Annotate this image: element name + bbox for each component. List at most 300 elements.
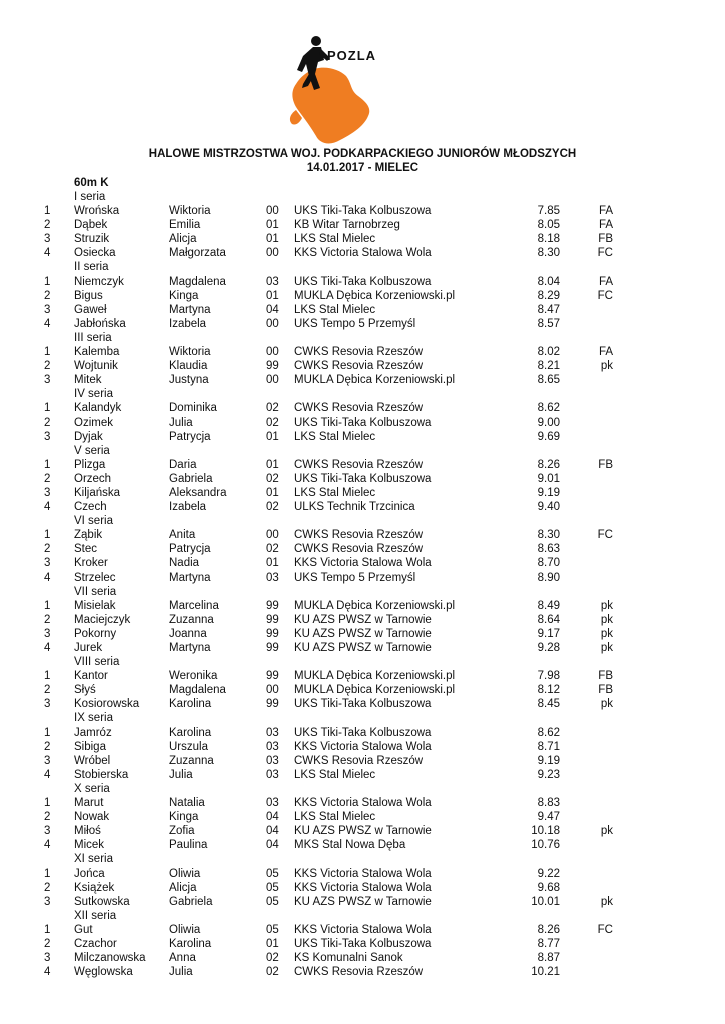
birthyear-cell: 02: [266, 402, 279, 415]
surname-cell: Gaweł: [74, 303, 107, 316]
birthyear-cell: 01: [266, 458, 279, 471]
place-cell: 2: [44, 740, 51, 753]
time-cell: 10.01: [531, 895, 560, 908]
place-cell: 2: [44, 811, 51, 824]
club-cell: UKS Tiki-Taka Kolbuszowa: [294, 698, 432, 711]
surname-cell: Jamróz: [74, 726, 112, 739]
note-cell: FA: [598, 219, 613, 232]
result-row: [0, 359, 725, 373]
series-heading: [0, 585, 725, 599]
firstname-cell: Justyna: [169, 374, 209, 387]
birthyear-cell: 01: [266, 486, 279, 499]
time-cell: 8.30: [537, 529, 560, 542]
firstname-cell: Julia: [169, 966, 193, 979]
result-row: [0, 599, 725, 613]
club-cell: MKS Stal Nowa Dęba: [294, 839, 406, 852]
result-row: [0, 697, 725, 711]
result-row: [0, 401, 725, 415]
club-cell: CWKS Resovia Rzeszów: [294, 346, 424, 359]
club-cell: KU AZS PWSZ w Tarnowie: [294, 895, 432, 908]
firstname-cell: Karolina: [169, 937, 212, 950]
surname-cell: Miłoś: [74, 825, 101, 838]
birthyear-cell: 01: [266, 557, 279, 570]
birthyear-cell: 03: [266, 754, 279, 767]
result-row: [0, 881, 725, 895]
firstname-cell: Paulina: [169, 839, 208, 852]
club-cell: UKS Tiki-Taka Kolbuszowa: [294, 416, 432, 429]
note-cell: pk: [600, 360, 613, 373]
place-cell: 3: [44, 627, 51, 640]
time-cell: 9.40: [537, 501, 560, 514]
birthyear-cell: 02: [266, 952, 279, 965]
result-row: [0, 528, 725, 542]
club-cell: CWKS Resovia Rzeszów: [294, 458, 424, 471]
birthyear-cell: 00: [266, 346, 279, 359]
club-cell: UKS Tempo 5 Przemyśl: [294, 571, 416, 584]
birthyear-cell: 03: [266, 768, 279, 781]
club-cell: LKS Stal Mielec: [294, 768, 376, 781]
firstname-cell: Emilia: [169, 219, 201, 232]
surname-cell: Jabłońska: [74, 317, 126, 330]
firstname-cell: Zofia: [169, 825, 195, 838]
time-cell: 8.26: [537, 458, 560, 471]
result-row: [0, 246, 725, 260]
birthyear-cell: 04: [266, 303, 279, 316]
firstname-cell: Marcelina: [169, 599, 219, 612]
note-cell: FC: [597, 923, 613, 936]
firstname-cell: Alicja: [169, 233, 197, 246]
firstname-cell: Anita: [169, 529, 196, 542]
time-cell: 8.29: [537, 289, 560, 302]
time-cell: 8.71: [537, 740, 560, 753]
series-label: VI seria: [74, 515, 113, 528]
time-cell: 8.57: [537, 317, 560, 330]
result-row: [0, 472, 725, 486]
place-cell: 2: [44, 472, 51, 485]
result-row: [0, 556, 725, 570]
series-label: V seria: [74, 444, 110, 457]
surname-cell: Gut: [74, 923, 93, 936]
firstname-cell: Zuzanna: [169, 613, 214, 626]
place-cell: 2: [44, 360, 51, 373]
note-cell: FB: [598, 233, 613, 246]
place-cell: 2: [44, 613, 51, 626]
event-date-place: 14.01.2017 - MIELEC: [306, 162, 419, 174]
time-cell: 8.70: [537, 557, 560, 570]
surname-cell: Kalemba: [74, 346, 120, 359]
place-cell: 3: [44, 430, 51, 443]
series-label: VIII seria: [74, 656, 120, 669]
time-cell: 8.49: [537, 599, 560, 612]
time-cell: 9.28: [537, 642, 560, 654]
result-row: [0, 937, 725, 951]
birthyear-cell: 99: [266, 599, 279, 612]
surname-cell: Słyś: [74, 684, 96, 697]
series-label: I seria: [74, 191, 106, 203]
surname-cell: Stobierska: [74, 768, 129, 781]
surname-cell: Mitek: [74, 374, 102, 387]
surname-cell: Sibiga: [74, 740, 106, 753]
firstname-cell: Nadia: [169, 557, 200, 570]
note-cell: FA: [598, 205, 613, 218]
surname-cell: Misielak: [74, 599, 116, 612]
result-row: [0, 218, 725, 232]
time-cell: 8.12: [537, 684, 560, 697]
firstname-cell: Anna: [169, 952, 196, 965]
result-row: [0, 627, 725, 641]
result-row: [0, 542, 725, 556]
time-cell: 8.63: [537, 543, 560, 556]
result-row: [0, 430, 725, 444]
birthyear-cell: 00: [266, 529, 279, 542]
result-row: [0, 768, 725, 782]
place-cell: 4: [44, 642, 51, 654]
surname-cell: Pokorny: [74, 627, 117, 640]
club-cell: LKS Stal Mielec: [294, 486, 376, 499]
series-heading: [0, 260, 725, 274]
place-cell: 1: [44, 867, 51, 880]
surname-cell: Jońca: [74, 867, 105, 880]
surname-cell: Micek: [74, 839, 105, 852]
place-cell: 1: [44, 458, 51, 471]
birthyear-cell: 01: [266, 233, 279, 246]
pozla-logo: [280, 30, 390, 150]
firstname-cell: Oliwia: [169, 923, 201, 936]
result-row: [0, 951, 725, 965]
time-cell: 8.87: [537, 952, 560, 965]
series-heading: [0, 852, 725, 866]
note-cell: FB: [598, 458, 613, 471]
result-row: [0, 458, 725, 472]
firstname-cell: Izabela: [169, 317, 207, 330]
place-cell: 2: [44, 684, 51, 697]
result-row: [0, 345, 725, 359]
time-cell: 8.77: [537, 937, 560, 950]
club-cell: CWKS Resovia Rzeszów: [294, 529, 424, 542]
surname-cell: Kosiorowska: [74, 698, 140, 711]
result-row: [0, 838, 725, 852]
firstname-cell: Zuzanna: [169, 754, 214, 767]
place-cell: 3: [44, 374, 51, 387]
firstname-cell: Kinga: [169, 811, 199, 824]
club-cell: CWKS Resovia Rzeszów: [294, 966, 424, 979]
surname-cell: Maciejczyk: [74, 613, 131, 626]
note-cell: FC: [597, 247, 613, 260]
place-cell: 2: [44, 289, 51, 302]
place-cell: 4: [44, 501, 51, 514]
series-heading: [0, 909, 725, 923]
time-cell: 8.21: [537, 360, 560, 373]
result-row: [0, 275, 725, 289]
place-cell: 1: [44, 797, 51, 810]
birthyear-cell: 03: [266, 797, 279, 810]
place-cell: 1: [44, 923, 51, 936]
club-cell: MUKLA Dębica Korzeniowski.pl: [294, 289, 456, 302]
club-cell: UKS Tiki-Taka Kolbuszowa: [294, 937, 432, 950]
club-cell: KKS Victoria Stalowa Wola: [294, 881, 432, 894]
birthyear-cell: 05: [266, 867, 279, 880]
place-cell: 2: [44, 416, 51, 429]
firstname-cell: Izabela: [169, 501, 207, 514]
club-cell: UKS Tiki-Taka Kolbuszowa: [294, 275, 432, 288]
result-row: [0, 373, 725, 387]
club-cell: MUKLA Dębica Korzeniowski.pl: [294, 599, 456, 612]
club-cell: KKS Victoria Stalowa Wola: [294, 867, 432, 880]
place-cell: 3: [44, 895, 51, 908]
note-cell: FB: [598, 670, 613, 683]
result-row: [0, 867, 725, 881]
time-cell: 8.47: [537, 303, 560, 316]
surname-cell: Kalandyk: [74, 402, 122, 415]
club-cell: UKS Tempo 5 Przemyśl: [294, 317, 416, 330]
time-cell: 8.45: [537, 698, 560, 711]
club-cell: LKS Stal Mielec: [294, 233, 376, 246]
time-cell: 8.05: [537, 219, 560, 232]
firstname-cell: Martyna: [169, 642, 211, 654]
series-label: IX seria: [74, 712, 113, 725]
firstname-cell: Oliwia: [169, 867, 201, 880]
club-cell: UKS Tiki-Taka Kolbuszowa: [294, 726, 432, 739]
note-cell: FC: [597, 529, 613, 542]
club-cell: KS Komunalni Sanok: [294, 952, 403, 965]
place-cell: 3: [44, 952, 51, 965]
place-cell: 4: [44, 571, 51, 584]
series-label: XII seria: [74, 909, 117, 922]
time-cell: 8.18: [537, 233, 560, 246]
birthyear-cell: 01: [266, 289, 279, 302]
time-cell: 9.01: [537, 472, 560, 485]
time-cell: 8.64: [537, 613, 560, 626]
firstname-cell: Martyna: [169, 303, 211, 316]
logo-text: POZLA: [327, 48, 377, 63]
place-cell: 1: [44, 402, 51, 415]
surname-cell: Marut: [74, 797, 104, 810]
birthyear-cell: 03: [266, 740, 279, 753]
time-cell: 8.62: [537, 726, 560, 739]
result-row: [0, 810, 725, 824]
firstname-cell: Magdalena: [169, 275, 226, 288]
birthyear-cell: 03: [266, 571, 279, 584]
time-cell: 9.19: [537, 754, 560, 767]
firstname-cell: Małgorzata: [169, 247, 226, 260]
note-cell: pk: [600, 698, 613, 711]
club-cell: KKS Victoria Stalowa Wola: [294, 247, 432, 260]
place-cell: 4: [44, 966, 51, 979]
result-row: [0, 726, 725, 740]
surname-cell: Nowak: [74, 811, 110, 824]
series-heading: [0, 711, 725, 725]
club-cell: KU AZS PWSZ w Tarnowie: [294, 613, 432, 626]
club-cell: LKS Stal Mielec: [294, 430, 376, 443]
firstname-cell: Natalia: [169, 797, 205, 810]
surname-cell: Strzelec: [74, 571, 116, 584]
firstname-cell: Klaudia: [169, 360, 208, 373]
club-cell: CWKS Resovia Rzeszów: [294, 543, 424, 556]
birthyear-cell: 00: [266, 374, 279, 387]
result-row: [0, 317, 725, 331]
firstname-cell: Gabriela: [169, 472, 213, 485]
birthyear-cell: 05: [266, 895, 279, 908]
place-cell: 1: [44, 346, 51, 359]
time-cell: 9.23: [537, 768, 560, 781]
club-cell: ULKS Technik Trzcinica: [294, 501, 415, 514]
birthyear-cell: 99: [266, 642, 279, 654]
result-row: [0, 303, 725, 317]
club-cell: CWKS Resovia Rzeszów: [294, 754, 424, 767]
place-cell: 3: [44, 825, 51, 838]
firstname-cell: Daria: [169, 458, 197, 471]
series-heading: [0, 331, 725, 345]
birthyear-cell: 00: [266, 684, 279, 697]
time-cell: 9.47: [537, 811, 560, 824]
series-heading: [0, 782, 725, 796]
place-cell: 3: [44, 303, 51, 316]
time-cell: 8.90: [537, 571, 560, 584]
surname-cell: Wojtunik: [74, 360, 118, 373]
club-cell: MUKLA Dębica Korzeniowski.pl: [294, 684, 456, 697]
club-cell: LKS Stal Mielec: [294, 811, 376, 824]
birthyear-cell: 99: [266, 670, 279, 683]
place-cell: 1: [44, 726, 51, 739]
result-row: [0, 486, 725, 500]
surname-cell: Węglowska: [74, 966, 133, 979]
birthyear-cell: 99: [266, 698, 279, 711]
surname-cell: Plizga: [74, 458, 106, 471]
time-cell: 8.02: [537, 346, 560, 359]
result-row: [0, 641, 725, 655]
time-cell: 8.30: [537, 247, 560, 260]
surname-cell: Milczanowska: [74, 952, 146, 965]
surname-cell: Kiljańska: [74, 486, 121, 499]
result-row: [0, 204, 725, 218]
place-cell: 1: [44, 205, 51, 218]
series-label: II seria: [74, 261, 109, 274]
club-cell: CWKS Resovia Rzeszów: [294, 402, 424, 415]
surname-cell: Wrońska: [74, 205, 120, 218]
surname-cell: Ozimek: [74, 416, 113, 429]
time-cell: 10.21: [531, 966, 560, 979]
surname-cell: Wróbel: [74, 754, 111, 767]
surname-cell: Sutkowska: [74, 895, 130, 908]
surname-cell: Czech: [74, 501, 107, 514]
time-cell: 7.98: [537, 670, 560, 683]
note-cell: pk: [600, 613, 613, 626]
surname-cell: Kroker: [74, 557, 108, 570]
surname-cell: Orzech: [74, 472, 112, 485]
firstname-cell: Karolina: [169, 726, 212, 739]
result-row: [0, 895, 725, 909]
result-row: [0, 571, 725, 585]
club-cell: KKS Victoria Stalowa Wola: [294, 740, 432, 753]
time-cell: 8.83: [537, 797, 560, 810]
birthyear-cell: 01: [266, 430, 279, 443]
birthyear-cell: 01: [266, 219, 279, 232]
place-cell: 1: [44, 599, 51, 612]
event-name: 60m K: [74, 177, 109, 189]
surname-cell: Struzik: [74, 233, 110, 246]
birthyear-cell: 99: [266, 627, 279, 640]
birthyear-cell: 04: [266, 811, 279, 824]
note-cell: FC: [597, 289, 613, 302]
note-cell: FA: [598, 275, 613, 288]
firstname-cell: Karolina: [169, 698, 212, 711]
firstname-cell: Alicja: [169, 881, 197, 894]
note-cell: pk: [600, 599, 613, 612]
time-cell: 9.22: [537, 867, 560, 880]
firstname-cell: Patrycja: [169, 430, 211, 443]
surname-cell: Niemczyk: [74, 275, 124, 288]
club-cell: KKS Victoria Stalowa Wola: [294, 923, 432, 936]
birthyear-cell: 00: [266, 317, 279, 330]
place-cell: 4: [44, 768, 51, 781]
surname-cell: Ząbik: [74, 529, 103, 542]
firstname-cell: Urszula: [169, 740, 208, 753]
club-cell: MUKLA Dębica Korzeniowski.pl: [294, 374, 456, 387]
firstname-cell: Julia: [169, 416, 193, 429]
birthyear-cell: 99: [266, 613, 279, 626]
firstname-cell: Julia: [169, 768, 193, 781]
firstname-cell: Weronika: [169, 670, 218, 683]
result-row: [0, 289, 725, 303]
firstname-cell: Gabriela: [169, 895, 213, 908]
time-cell: 10.76: [531, 839, 560, 852]
result-row: [0, 965, 725, 979]
note-cell: pk: [600, 642, 613, 654]
birthyear-cell: 00: [266, 205, 279, 218]
club-cell: LKS Stal Mielec: [294, 303, 376, 316]
note-cell: pk: [600, 825, 613, 838]
result-row: [0, 683, 725, 697]
time-cell: 8.62: [537, 402, 560, 415]
firstname-cell: Wiktoria: [169, 346, 211, 359]
results-list: [0, 190, 725, 979]
place-cell: 2: [44, 937, 51, 950]
result-row: [0, 740, 725, 754]
club-cell: KU AZS PWSZ w Tarnowie: [294, 627, 432, 640]
note-cell: FB: [598, 684, 613, 697]
club-cell: KU AZS PWSZ w Tarnowie: [294, 642, 432, 654]
surname-cell: Stec: [74, 543, 98, 556]
firstname-cell: Patrycja: [169, 543, 211, 556]
series-label: VII seria: [74, 585, 117, 598]
place-cell: 2: [44, 543, 51, 556]
result-row: [0, 754, 725, 768]
time-cell: 8.26: [537, 923, 560, 936]
result-row: [0, 796, 725, 810]
club-cell: KU AZS PWSZ w Tarnowie: [294, 825, 432, 838]
firstname-cell: Wiktoria: [169, 205, 211, 218]
firstname-cell: Martyna: [169, 571, 211, 584]
birthyear-cell: 03: [266, 275, 279, 288]
time-cell: 9.19: [537, 486, 560, 499]
note-cell: pk: [600, 895, 613, 908]
birthyear-cell: 00: [266, 247, 279, 260]
firstname-cell: Aleksandra: [169, 486, 227, 499]
place-cell: 4: [44, 839, 51, 852]
time-cell: 8.65: [537, 374, 560, 387]
time-cell: 9.00: [537, 416, 560, 429]
place-cell: 3: [44, 557, 51, 570]
time-cell: 9.68: [537, 881, 560, 894]
birthyear-cell: 01: [266, 937, 279, 950]
club-cell: MUKLA Dębica Korzeniowski.pl: [294, 670, 456, 683]
birthyear-cell: 02: [266, 543, 279, 556]
time-cell: 8.04: [537, 275, 560, 288]
surname-cell: Czachor: [74, 937, 117, 950]
series-label: IV seria: [74, 388, 113, 401]
club-cell: KB Witar Tarnobrzeg: [294, 219, 400, 232]
series-label: XI seria: [74, 853, 113, 866]
